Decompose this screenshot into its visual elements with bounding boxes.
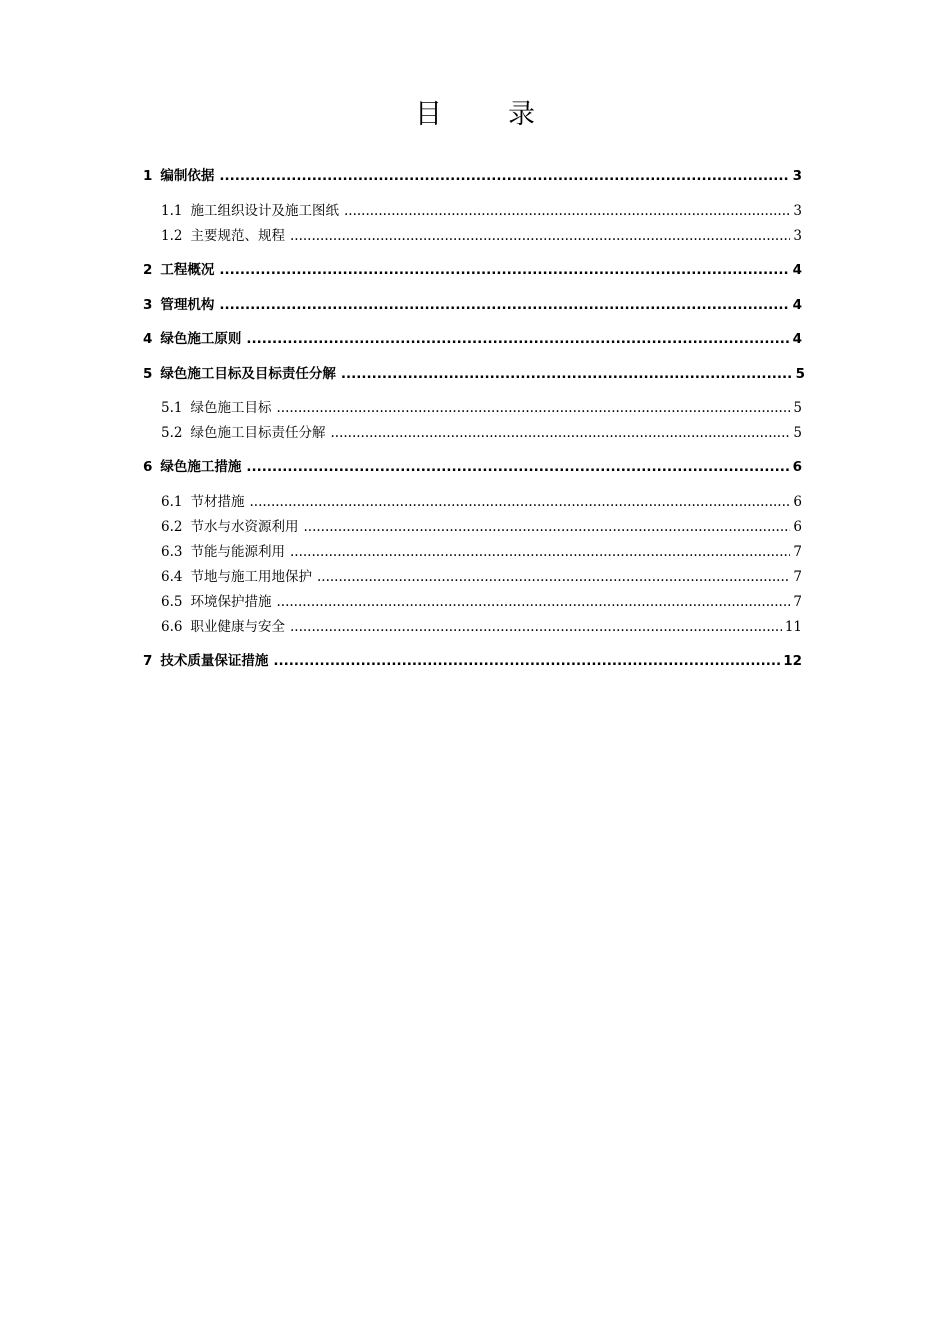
toc-entry-number: 2 [143, 262, 153, 278]
toc-entry-5-2[interactable] [161, 421, 802, 441]
toc-entry-page: 11 [784, 619, 802, 635]
toc-leader-dots [330, 425, 790, 441]
toc-entry-title: 职业健康与安全 [190, 619, 285, 635]
toc-entry-6-3[interactable] [161, 540, 802, 560]
toc-entry-7[interactable] [143, 649, 802, 669]
toc-leader-dots [246, 331, 789, 347]
toc-entry-page: 6 [792, 459, 802, 475]
toc-entry-page: 6 [793, 494, 802, 510]
toc-entry-page: 3 [793, 228, 802, 244]
toc-entry-page: 6 [793, 519, 802, 535]
title-char-1: 目 [415, 99, 442, 130]
toc-entry-number: 5.1 [161, 400, 183, 416]
toc-entry-number: 1 [143, 168, 153, 184]
toc-leader-dots [276, 594, 790, 610]
toc-entry-title: 编制依据 [160, 168, 215, 184]
toc-entry-title: 环境保护措施 [190, 594, 272, 610]
toc-leader-dots [303, 519, 790, 535]
toc-entry-2[interactable] [143, 258, 802, 278]
toc-entry-number: 3 [143, 297, 153, 313]
toc-leader-dots [273, 653, 780, 669]
toc-entry-number: 6.6 [161, 619, 183, 635]
title-char-2: 录 [508, 99, 535, 130]
toc-entry-page: 5 [795, 366, 805, 382]
toc-entry-number: 5 [143, 366, 153, 382]
toc-entry-title: 节地与施工用地保护 [190, 569, 312, 585]
toc-entry-page: 7 [793, 594, 802, 610]
toc-entry-number: 6.5 [161, 594, 183, 610]
toc-entry-6[interactable] [143, 455, 802, 475]
toc-leader-dots [219, 262, 789, 278]
toc-entry-title: 绿色施工措施 [160, 459, 242, 475]
page-title [0, 97, 950, 133]
toc-entry-number: 1.1 [161, 203, 183, 219]
toc-entry-5-1[interactable] [161, 396, 802, 416]
toc-leader-dots [276, 400, 790, 416]
toc-entry-page: 3 [793, 203, 802, 219]
toc-entry-5[interactable] [143, 362, 805, 382]
toc-entry-page: 4 [792, 331, 802, 347]
toc-entry-6-2[interactable] [161, 515, 802, 535]
toc-entry-title: 绿色施工原则 [160, 331, 242, 347]
toc-entry-title: 绿色施工目标及目标责任分解 [160, 366, 336, 382]
toc-entry-title: 工程概况 [160, 262, 215, 278]
toc-entry-number: 5.2 [161, 425, 183, 441]
toc-leader-dots [246, 459, 789, 475]
toc-entry-1-2[interactable] [161, 224, 802, 244]
toc-entry-4[interactable] [143, 327, 802, 347]
toc-entry-number: 7 [143, 653, 153, 669]
toc-entry-title: 技术质量保证措施 [160, 653, 269, 669]
toc-entry-title: 节能与能源利用 [190, 544, 285, 560]
toc-entry-1[interactable] [143, 164, 802, 184]
toc-leader-dots [290, 619, 782, 635]
toc-entry-number: 6 [143, 459, 153, 475]
toc-entry-number: 6.2 [161, 519, 183, 535]
toc-entry-page: 4 [792, 262, 802, 278]
toc-entry-page: 12 [783, 653, 802, 669]
toc-entry-title: 绿色施工目标 [190, 400, 272, 416]
toc-leader-dots [317, 569, 790, 585]
toc-entry-number: 6.4 [161, 569, 183, 585]
toc-entry-title: 主要规范、规程 [190, 228, 285, 244]
toc-entry-title: 施工组织设计及施工图纸 [190, 203, 339, 219]
toc-entry-page: 3 [792, 168, 802, 184]
toc-entry-number: 6.1 [161, 494, 183, 510]
toc-entry-6-6[interactable] [161, 615, 802, 635]
toc-entry-title: 管理机构 [160, 297, 215, 313]
toc-entry-title: 节材措施 [190, 494, 245, 510]
toc-entry-number: 4 [143, 331, 153, 347]
toc-entry-page: 7 [793, 569, 802, 585]
toc-leader-dots [219, 168, 789, 184]
toc-leader-dots [290, 544, 790, 560]
toc-entry-1-1[interactable] [161, 199, 802, 219]
toc-leader-dots [290, 228, 790, 244]
toc-entry-number: 1.2 [161, 228, 183, 244]
toc-entry-6-1[interactable] [161, 490, 802, 510]
toc-entry-page: 4 [792, 297, 802, 313]
toc-entry-6-5[interactable] [161, 590, 802, 610]
toc-entry-page: 7 [793, 544, 802, 560]
toc-entry-page: 5 [793, 400, 802, 416]
toc-entry-title: 绿色施工目标责任分解 [190, 425, 326, 441]
toc-leader-dots [341, 366, 793, 382]
toc-leader-dots [249, 494, 790, 510]
toc-entry-3[interactable] [143, 293, 802, 313]
toc-entry-number: 6.3 [161, 544, 183, 560]
toc-leader-dots [219, 297, 789, 313]
toc-entry-page: 5 [793, 425, 802, 441]
toc-entry-title: 节水与水资源利用 [190, 519, 299, 535]
toc-leader-dots [344, 203, 790, 219]
toc-entry-6-4[interactable] [161, 565, 802, 585]
